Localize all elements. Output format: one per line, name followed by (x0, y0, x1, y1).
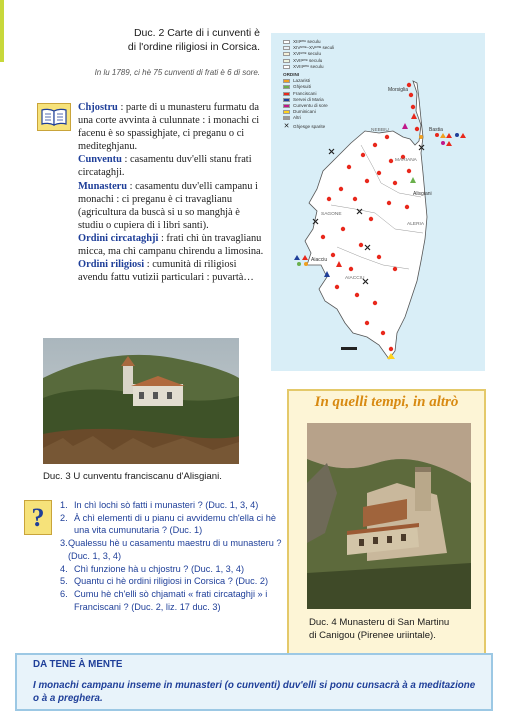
remember-title: DA TENE À MENTE (33, 659, 123, 670)
question-mark-icon: ? (24, 500, 52, 535)
glossary-term: Chjostru (78, 102, 118, 113)
glossary-entry (78, 180, 264, 232)
legend-swatch (283, 92, 290, 96)
glossary-term: Ordini circataghji (78, 232, 159, 244)
book-icon (37, 103, 71, 131)
glossary-entry (78, 258, 264, 284)
map-legend (283, 39, 334, 131)
monastery-photo (307, 423, 471, 609)
question-item (60, 537, 285, 562)
glossary-definition: : frati chì ùn travaglianu micca, ma chì campanu chirendu a limosina. (78, 232, 264, 258)
legend-label: Ghjesuiti (293, 84, 311, 90)
legend-swatch (283, 79, 290, 83)
glossary-definition: : casamentu duv'elli stanu frati circataghji. (78, 154, 252, 179)
question-item (60, 499, 285, 512)
legend-label: Franciscani (293, 90, 317, 96)
doc2-caption (60, 26, 260, 54)
legend-label: XVIᵉᵐᵉ seculu (293, 51, 322, 57)
question-text: In chì lochi sò fatti i munasteri ? (Duc. 1, 3, 4) (74, 500, 259, 510)
question-number: 6. (60, 588, 68, 599)
question-number: 3. (60, 538, 68, 549)
question-text: Cumu hè ch'elli sò chjamati « frati circataghji » i Franciscani ? (Duc. 2, liz. 17 duc. 3) (74, 588, 268, 612)
doc2-note: In lu 1789, ci hè 75 cunventi di frati è 6 di sore. (94, 68, 260, 77)
legend-swatch (283, 98, 290, 102)
corsica-map (271, 33, 485, 371)
legend-swatch (283, 116, 290, 120)
legend-swatch (283, 46, 290, 50)
doc2-caption-line1: Duc. 2 Carte di i cunventi è (133, 27, 260, 39)
legend-item (283, 64, 334, 70)
doc2-caption-line2: di l'ordine riligiosi in Corsica. (127, 41, 260, 53)
legend-label: Lazaristi (293, 78, 311, 84)
remember-text: I monachi campanu inseme in munasteri (o cunventi) duv'elli si ponu cunsacrà à a meditazione o à a preghera. (33, 680, 476, 705)
place-ajacciu-region: AIACCIU (345, 276, 365, 281)
glossary-definition: : casamentu duv'elli campanu i monachi : ci preganu è ci travaglianu (agricultura da buscà si u so manghjà è studiu o cupiera di i libri santi). (78, 180, 258, 231)
doc4-caption (309, 616, 479, 642)
legend-swatch (283, 85, 290, 89)
doc4-caption-line2: di Canigou (Pirenee uriintale). (309, 630, 436, 641)
legend-swatch (283, 110, 290, 114)
question-number: 5. (60, 576, 68, 587)
glossary-term: Cunventu (78, 154, 122, 166)
legend-label: XIIIᵉᵐᵉ seculu (293, 39, 321, 44)
doc4-caption-line1: Duc. 4 Munasteru di San Martinu (309, 617, 450, 628)
remember-box (15, 653, 493, 711)
legend-label: Duminicani (293, 109, 316, 115)
legend-ruins (283, 124, 334, 130)
glossary-entry (78, 232, 264, 258)
question-item (60, 512, 285, 537)
legend-orders (283, 78, 334, 121)
corner-accent (0, 0, 4, 62)
legend-label: Cunventu di sore (293, 102, 328, 108)
questions-list (60, 499, 285, 613)
place-aleria: ALERIA (407, 222, 425, 227)
glossary-entry (78, 153, 264, 179)
legend-centuries (283, 39, 334, 70)
question-text: À chì elementi di u pianu ci avvidemu ch'ella ci hè una vita cumunutaria ? (Duc. 1) (74, 512, 276, 536)
place-alisgiani: Alisgiani (413, 191, 432, 197)
question-text: Chì funzione hà u chjostru ? (Duc. 1, 3, 4) (74, 563, 245, 574)
place-ajacciu: Aiacciu (311, 257, 328, 263)
legend-swatch (283, 104, 290, 108)
place-mariana: MARIANA (395, 158, 417, 163)
place-bastia: Bastia (429, 127, 443, 133)
convent-photo (43, 338, 239, 464)
legend-label: XVIIᵉᵐᵉ seculu (293, 57, 323, 63)
place-morsiglia: Morsiglia (388, 87, 409, 93)
question-item (60, 588, 285, 613)
question-number: 4. (60, 563, 68, 574)
legend-ruins-label: Ghjesge sparite (293, 124, 326, 130)
glossary-term: Munasteru (78, 180, 128, 192)
legend-label: XIVᵉᵐᵉ–XVᵉᵐᵉ seculi (293, 45, 335, 51)
legend-label: Altri (293, 115, 301, 121)
doc3-caption: Duc. 3 U cunventu franciscanu d'Alisgiani. (43, 471, 222, 482)
glossary-definition: : parte di u munasteru furmatu da una corte avvinta à culunnate : i monachi ci facenu è so spassighjate, ci preganu o ci mediteghjanu. (78, 102, 260, 153)
question-item (60, 563, 285, 576)
glossary-term: Ordini riligiosi (78, 259, 145, 271)
legend-orders-title: ORDINI (283, 71, 300, 77)
legend-label: XVIIIᵉᵐᵉ seculu (293, 63, 324, 69)
glossary (78, 101, 264, 284)
cross-icon: ✕ (283, 123, 290, 131)
scale-bar (341, 347, 357, 350)
question-item (60, 575, 285, 588)
legend-swatch (283, 52, 290, 56)
question-number: 2. (60, 512, 68, 523)
legend-label: Servei di Maria (293, 96, 324, 102)
era-box-title: In quelli tempi, in altrò (314, 394, 459, 410)
bastia-inset-markers (435, 133, 466, 146)
glossary-definition: : cumunità di riligiosi avendu fattu vutizii particulari : puvartà… (78, 259, 254, 284)
legend-swatch (283, 40, 290, 44)
era-box (287, 389, 486, 655)
legend-swatch (283, 65, 290, 69)
legend-swatch (283, 59, 290, 63)
question-text: Quantu ci hè ordini riligiosi in Corsica ? (Duc. 2) (74, 576, 269, 587)
legend-item (283, 115, 334, 121)
ajacciu-inset-markers (294, 255, 308, 266)
question-number: 1. (60, 500, 68, 510)
question-text: Qualessu hè u casamentu maestru di u munasteru ? (Duc. 1, 3, 4) (68, 538, 282, 561)
place-nebbiu: NEBBIU (371, 128, 389, 133)
place-sagone: SAGONE (321, 212, 342, 217)
glossary-entry (78, 101, 264, 153)
